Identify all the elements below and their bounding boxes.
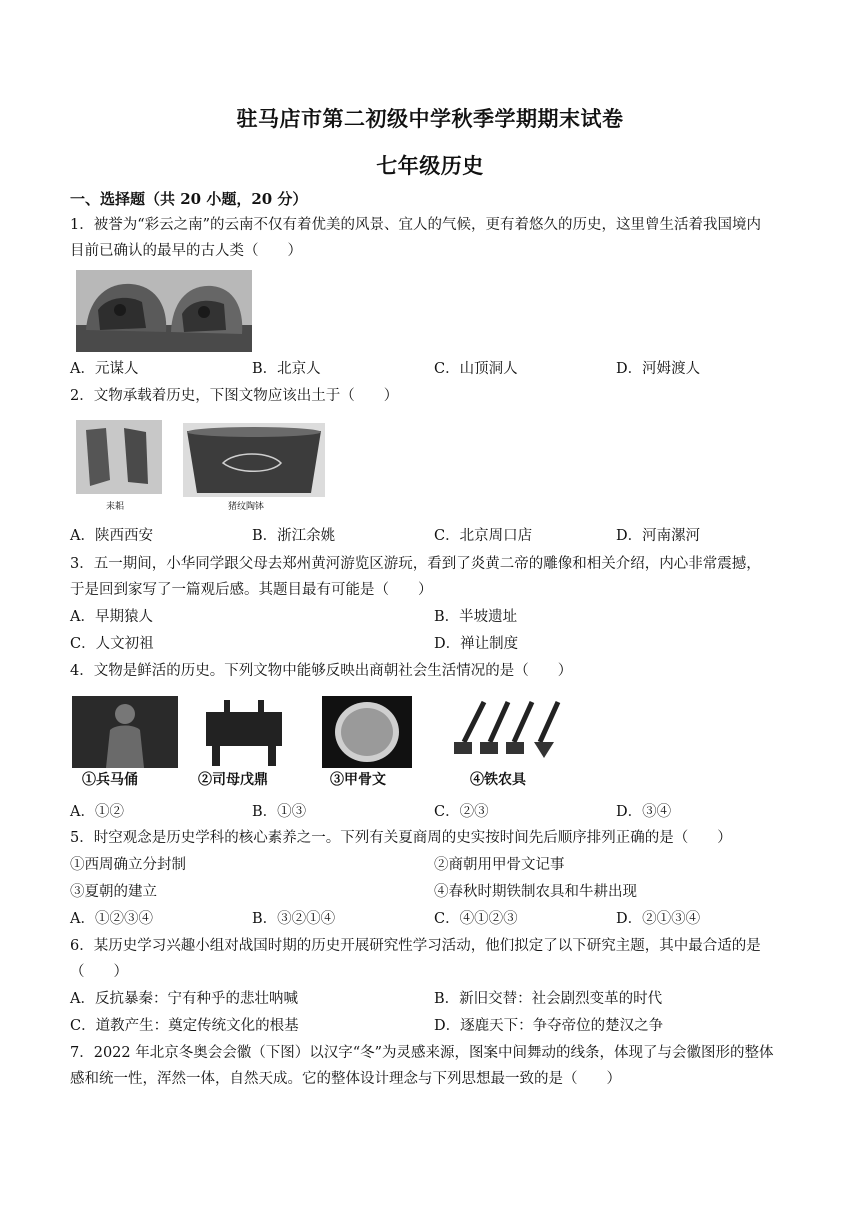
q5-option-d[interactable]: D．②①③④ xyxy=(616,911,701,927)
q4-option-d[interactable]: D．③④ xyxy=(616,804,672,820)
q2-caption-right: 猪纹陶钵 xyxy=(228,502,265,512)
q6-text-line2: （ ） xyxy=(70,964,128,980)
q1-text-line2: 目前已确认的最早的古人类（ ） xyxy=(70,243,302,259)
q4-option-a[interactable]: A．①② xyxy=(70,804,124,820)
q7-text-line2: 感和统一性，浑然一体，自然天成。它的整体设计理念与下列思想最一致的是（ ） xyxy=(70,1071,621,1087)
q1-text-line1: 1．被誉为“彩云之南”的云南不仅有着优美的风景、宜人的气候，更有着悠久的历史，这里曾生活着我国境内 xyxy=(70,217,762,233)
q5-option-c[interactable]: C．④①②③ xyxy=(434,911,518,927)
q1-option-a[interactable]: A．元谋人 xyxy=(70,361,139,377)
exam-subtitle: 七年级历史 xyxy=(376,153,484,178)
q6-option-b[interactable]: B．新旧交替：社会剧烈变革的时代 xyxy=(434,991,663,1007)
q4-oracle-bone-photo xyxy=(322,696,412,768)
q3-option-c[interactable]: C．人文初祖 xyxy=(70,636,154,652)
q6-option-a[interactable]: A．反抗暴秦：宁有种乎的悲壮呐喊 xyxy=(70,991,298,1007)
q2-option-b[interactable]: B．浙江余姚 xyxy=(252,528,336,544)
q4-caption-3: ③甲骨文 xyxy=(330,772,386,788)
q4-terracotta-photo xyxy=(72,696,178,768)
q4-iron-tools-photo xyxy=(450,696,570,768)
q4-ding-photo xyxy=(196,696,292,768)
q3-text-line1: 3．五一期间，小华同学跟父母去郑州黄河游览区游玩，看到了炎黄二帝的雕像和相关介绍，内心非常震撼， xyxy=(70,556,761,572)
q5-item-2: ②商朝用甲骨文记事 xyxy=(434,857,565,873)
q3-option-b[interactable]: B．半坡遗址 xyxy=(434,609,518,625)
q1-option-c[interactable]: C．山顶洞人 xyxy=(434,361,518,377)
q6-option-d[interactable]: D．逐鹿天下：争夺帝位的楚汉之争 xyxy=(434,1018,664,1034)
q4-caption-2: ②司母戊鼎 xyxy=(198,772,268,788)
q2-leisi-photo xyxy=(76,420,162,510)
q1-option-b[interactable]: B．北京人 xyxy=(252,361,321,377)
q1-option-d[interactable]: D．河姆渡人 xyxy=(616,361,701,377)
q2-option-a[interactable]: A．陕西西安 xyxy=(70,528,153,544)
exam-title: 驻马店市第二初级中学秋季学期期末试卷 xyxy=(236,106,624,131)
q6-text-line1: 6．某历史学习兴趣小组对战国时期的历史开展研究性学习活动，他们拟定了以下研究主题，其中最合适的是 xyxy=(70,938,761,954)
q2-option-d[interactable]: D．河南漯河 xyxy=(616,528,701,544)
q3-text-line2: 于是回到家写了一篇观后感。其题目最有可能是（ ） xyxy=(70,582,433,598)
q2-pottery-photo xyxy=(183,423,325,511)
q2-caption-left: 耒耜 xyxy=(106,502,125,512)
q5-option-b[interactable]: B．③②①④ xyxy=(252,911,336,927)
q4-caption-1: ①兵马俑 xyxy=(82,772,138,788)
q4-caption-4: ④铁农具 xyxy=(470,772,526,788)
q3-option-d[interactable]: D．禅让制度 xyxy=(434,636,519,652)
q4-text-line1: 4．文物是鲜活的历史。下列文物中能够反映出商朝社会生活情况的是（ ） xyxy=(70,663,573,679)
q5-item-3: ③夏朝的建立 xyxy=(70,884,157,900)
q6-option-c[interactable]: C．道教产生：奠定传统文化的根基 xyxy=(70,1018,299,1034)
q3-option-a[interactable]: A．早期猿人 xyxy=(70,609,153,625)
q5-item-1: ①西周确立分封制 xyxy=(70,857,186,873)
section-heading: 一、选择题（共 20 小题，20 分） xyxy=(70,190,308,208)
q4-option-c[interactable]: C．②③ xyxy=(434,804,489,820)
q1-skull-photo xyxy=(76,270,252,352)
q7-text-line1: 7．2022 年北京冬奥会会徽（下图）以汉字“冬”为灵感来源，图案中间舞动的线条，体现了与会徽图形的整体 xyxy=(70,1045,774,1061)
q5-item-4: ④春秋时期铁制农具和牛耕出现 xyxy=(434,884,637,900)
q2-option-c[interactable]: C．北京周口店 xyxy=(434,528,533,544)
q5-option-a[interactable]: A．①②③④ xyxy=(70,911,153,927)
q2-text-line1: 2．文物承载着历史，下图文物应该出土于（ ） xyxy=(70,388,399,404)
q4-option-b[interactable]: B．①③ xyxy=(252,804,307,820)
q5-text-line1: 5．时空观念是历史学科的核心素养之一。下列有关夏商周的史实按时间先后顺序排列正确的是（ ） xyxy=(70,830,732,846)
